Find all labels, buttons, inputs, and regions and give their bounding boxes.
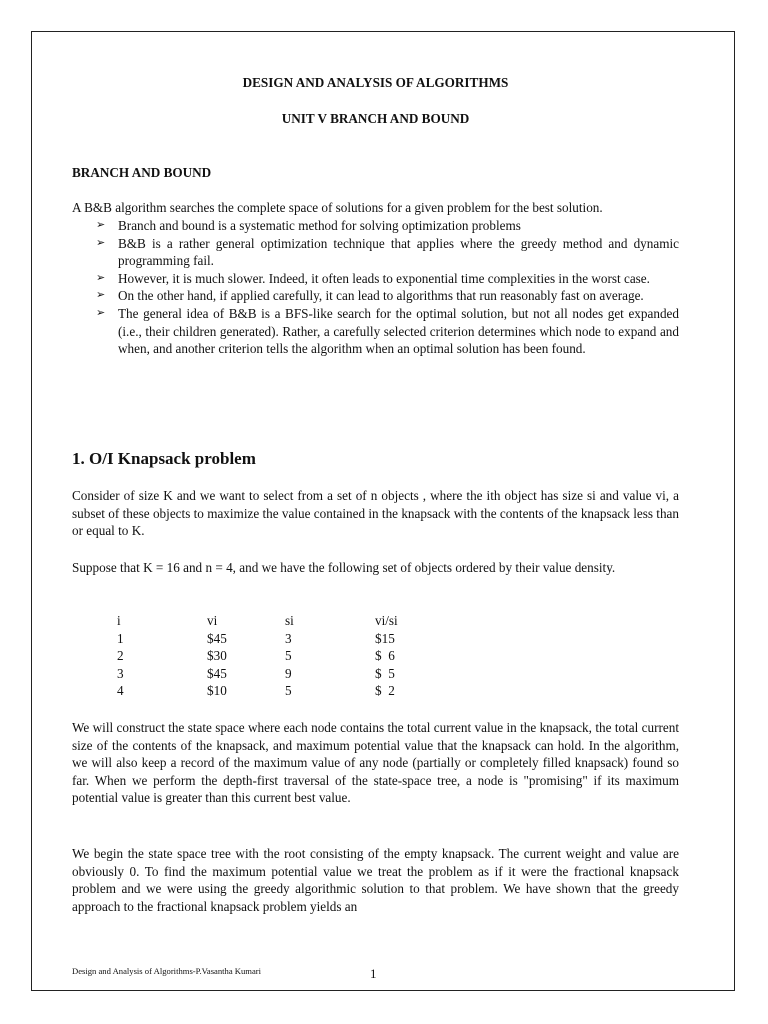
- unit-title: UNIT V BRANCH AND BOUND: [281, 111, 470, 126]
- footer-text: Design and Analysis of Algorithms-P.Vasantha Kumari: [72, 966, 262, 976]
- arrow-bullet-icon: ➢: [96, 219, 106, 231]
- list-item: ➢ The general idea of B&B is a BFS-like search for the optimal solution, but not all nodes get expanded (i.e., their children generated). Rather, a carefully selected criterion determines which node to expand and when, and another criterion tells the algorithm when an optimal solution has been found.: [96, 305, 679, 357]
- page-number: 1: [370, 966, 377, 981]
- arrow-bullet-icon: ➢: [96, 306, 106, 319]
- table-row: 3 $45 9 $ 5: [117, 665, 395, 681]
- arrow-bullet-icon: ➢: [96, 289, 106, 302]
- column-header: si: [285, 613, 294, 628]
- list-item: ➢ However, it is much slower. Indeed, it often leads to exponential time complexities in the worst case.: [96, 270, 650, 286]
- intro-paragraph: A B&B algorithm searches the complete space of solutions for a given problem for the best solution.: [72, 200, 603, 215]
- section-heading: BRANCH AND BOUND: [72, 165, 212, 180]
- table-header-row: [117, 612, 435, 630]
- arrow-bullet-icon: ➢: [96, 271, 106, 284]
- list-item: ➢ Branch and bound is a systematic method for solving optimization problems: [96, 218, 521, 233]
- knapsack-paragraph-4: We begin the state space tree with the root consisting of the empty knapsack. The current weight and value are obviously 0. To find the maximum potential value we treat the problem as if it were the fractional knapsack problem and we were using the greedy algorithmic solution to that problem. We have shown that the greedy approach to the fractional knapsack problem yields an: [72, 846, 679, 914]
- table-row: 1 $45 3 $15: [117, 630, 395, 646]
- table-row: 4 $10 5 $ 2: [117, 683, 395, 699]
- list-item: ➢ On the other hand, if applied carefully, it can lead to algorithms that run reasonably fast on average.: [96, 288, 644, 304]
- bullet-list: [72, 217, 679, 358]
- arrow-bullet-icon: ➢: [96, 236, 106, 249]
- table-row: 2 $30 5 $ 6: [117, 648, 395, 664]
- objects-table: [117, 612, 435, 700]
- knapsack-paragraph-1: Consider of size K and we want to select from a set of n objects , where the ith object has size si and value vi, a subset of these objects to maximize the value contained in the knapsack with the contents of the knapsack less than or equal to K.: [72, 488, 679, 539]
- list-item: ➢ B&B is a rather general optimization technique that applies where the greedy method and dynamic programming fail.: [96, 235, 679, 269]
- column-header: vi/si: [375, 613, 398, 628]
- column-header: i: [117, 613, 121, 628]
- knapsack-heading: 1. O/I Knapsack problem: [72, 449, 256, 468]
- knapsack-paragraph-2: Suppose that K = 16 and n = 4, and we have the following set of objects ordered by their value density.: [72, 560, 616, 575]
- course-title: DESIGN AND ANALYSIS OF ALGORITHMS: [242, 75, 509, 90]
- knapsack-paragraph-3: We will construct the state space where each node contains the total current value in the knapsack, the total current size of the contents of the knapsack, and maximum potential value that the knapsack can hold. In the algorithm, we will also keep a record of the maximum value of any node (partially or completely filled knapsack) found so far. When we perform the depth-first traversal of the state-space tree, a node is "promising" if its maximum potential value is greater than this current best value.: [72, 720, 679, 806]
- column-header: vi: [207, 613, 218, 628]
